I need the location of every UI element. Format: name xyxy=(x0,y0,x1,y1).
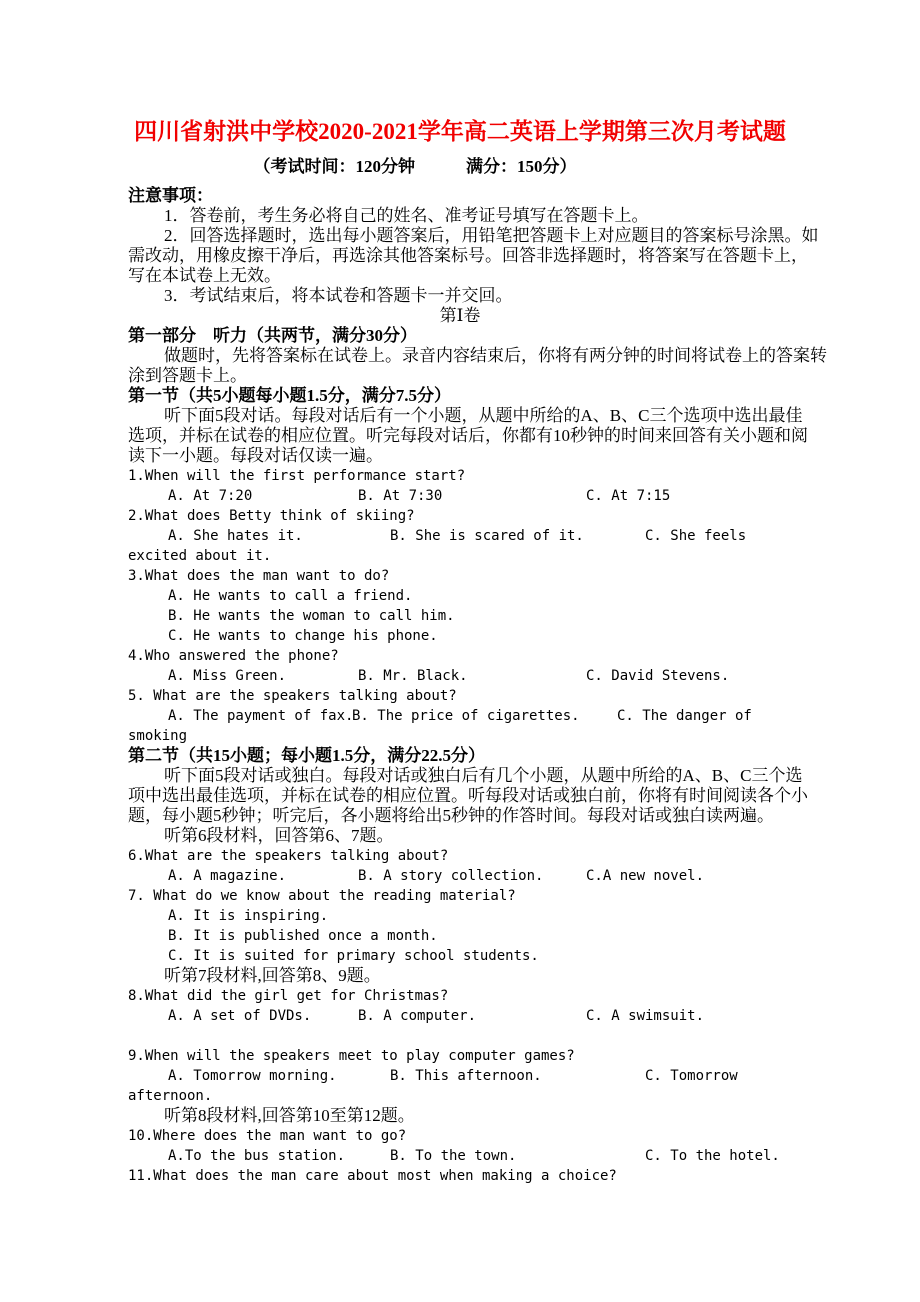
question-5-option-b: B. The price of cigarettes. xyxy=(352,708,580,724)
question-9-option-c: C. Tomorrow xyxy=(645,1068,738,1084)
question-3-option-a: A. He wants to call a friend. xyxy=(168,588,413,604)
question-8-option-c: C. A swimsuit. xyxy=(586,1008,705,1024)
question-7-option-a: A. It is inspiring. xyxy=(168,908,329,924)
volume-title: 第Ⅰ卷 xyxy=(439,306,481,325)
question-6-options xyxy=(0,866,920,886)
question-2-options xyxy=(0,526,920,546)
part1-intro-line-1: 做题时，先将答案标在试卷上。录音内容结束后，你将有两分钟的时间将试卷上的答案转 xyxy=(164,346,827,365)
question-2-option-a: A. She hates it. xyxy=(168,528,303,544)
question-4-options xyxy=(0,666,920,686)
notice-heading: 注意事项： xyxy=(128,186,213,205)
blank-line xyxy=(0,1026,920,1046)
material-7-line: 听第7段材料,回答第8、9题。 xyxy=(164,966,381,985)
material-6-line: 听第6段材料，回答第6、7题。 xyxy=(164,826,394,845)
notice-item-2-line-3: 写在本试卷上无效。 xyxy=(128,266,281,285)
question-6-option-a: A. A magazine. xyxy=(168,868,287,884)
question-8-stem: 8.What did the girl get for Christmas? xyxy=(128,988,449,1004)
question-1-option-b: B. At 7:30 xyxy=(358,488,443,504)
part1-intro-line-2: 涂到答题卡上。 xyxy=(128,366,247,385)
section2-heading: 第二节（共15小题；每小题1.5分，满分22.5分） xyxy=(128,746,485,765)
question-1-options xyxy=(0,486,920,506)
question-4-stem: 4.Who answered the phone? xyxy=(128,648,339,664)
question-6-option-b: B. A story collection. xyxy=(358,868,544,884)
exam-body xyxy=(0,186,920,1186)
section2-intro-line-1: 听下面5段对话或独白。每段对话或独白后有几个小题，从题中所给的A、B、C三个选 xyxy=(164,766,803,785)
question-7-option-c: C. It is suited for primary school students. xyxy=(168,948,539,964)
question-5-stem: 5. What are the speakers talking about? xyxy=(128,688,457,704)
notice-item-1: 1．答卷前，考生务必将自己的姓名、准考证号填写在答题卡上。 xyxy=(164,206,649,225)
section1-intro-line-3: 读下一小题。每段对话仅读一遍。 xyxy=(128,446,383,465)
question-1-stem: 1.When will the first performance start? xyxy=(128,468,466,484)
question-10-option-a: A.To the bus station. xyxy=(168,1148,346,1164)
material-8-line: 听第8段材料,回答第10至第12题。 xyxy=(164,1106,415,1125)
question-5-option-c: C. The danger of xyxy=(617,708,752,724)
section1-intro-line-2: 选项，并标在试卷的相应位置。听完每段对话后，你都有10秒钟的时间来回答有关小题和阅 xyxy=(128,426,808,445)
question-9-option-c-overflow: afternoon. xyxy=(128,1088,213,1104)
question-5-option-c-overflow: smoking xyxy=(128,728,188,744)
question-9-stem: 9.When will the speakers meet to play computer games? xyxy=(128,1048,575,1064)
question-10-stem: 10.Where does the man want to go? xyxy=(128,1128,407,1144)
section1-heading: 第一节（共5小题每小题1.5分，满分7.5分） xyxy=(128,386,451,405)
question-10-option-c: C. To the hotel. xyxy=(645,1148,780,1164)
question-9-option-a: A. Tomorrow morning. xyxy=(168,1068,337,1084)
question-8-options xyxy=(0,1006,920,1026)
question-11-stem: 11.What does the man care about most when making a choice? xyxy=(128,1168,617,1184)
question-9-option-b: B. This afternoon. xyxy=(390,1068,542,1084)
question-2-option-c-overflow: excited about it. xyxy=(128,548,272,564)
question-7-option-b: B. It is published once a month. xyxy=(168,928,438,944)
question-3-option-b: B. He wants the woman to call him. xyxy=(168,608,455,624)
question-4-option-c: C. David Stevens. xyxy=(586,668,730,684)
question-9-options xyxy=(0,1066,920,1086)
part1-heading: 第一部分 听力（共两节，满分30分） xyxy=(128,326,417,345)
question-6-stem: 6.What are the speakers talking about? xyxy=(128,848,449,864)
notice-item-2-line-1: 2．回答选择题时，选出每小题答案后，用铅笔把答题卡上对应题目的答案标号涂黑。如 xyxy=(164,226,819,245)
question-7-stem: 7. What do we know about the reading material? xyxy=(128,888,516,904)
exam-title: 四川省射洪中学校2020-2021学年高二英语上学期第三次月考试题 xyxy=(134,119,786,144)
notice-item-3: 3．考试结束后，将本试卷和答题卡一并交回。 xyxy=(164,286,513,305)
question-4-option-a: A. Miss Green. xyxy=(168,668,287,684)
section1-intro-line-1: 听下面5段对话。每段对话后有一个小题，从题中所给的A、B、C三个选项中选出最佳 xyxy=(164,406,803,425)
question-3-option-c: C. He wants to change his phone. xyxy=(168,628,438,644)
question-5-option-a: A. The payment of fax. xyxy=(168,708,354,724)
question-6-option-c: C.A new novel. xyxy=(586,868,705,884)
question-10-option-b: B. To the town. xyxy=(390,1148,517,1164)
question-1-option-c: C. At 7:15 xyxy=(586,488,671,504)
question-2-option-c: C. She feels xyxy=(645,528,747,544)
exam-meta: （考试时间：120分钟 满分：150分） xyxy=(253,157,577,176)
question-4-option-b: B. Mr. Black. xyxy=(358,668,468,684)
question-2-stem: 2.What does Betty think of skiing? xyxy=(128,508,415,524)
section2-intro-line-3: 题，每小题5秒钟；听完后，各小题将给出5秒钟的作答时间。每段对话或独白读两遍。 xyxy=(128,806,774,825)
question-5-options xyxy=(0,706,920,726)
question-8-option-b: B. A computer. xyxy=(358,1008,477,1024)
question-10-options xyxy=(0,1146,920,1166)
section2-intro-line-2: 项中选出最佳选项，并标在试卷的相应位置。听每段对话或独白前，你将有时间阅读各个小 xyxy=(128,786,808,805)
question-2-option-b: B. She is scared of it. xyxy=(390,528,584,544)
question-8-option-a: A. A set of DVDs. xyxy=(168,1008,312,1024)
notice-item-2-line-2: 需改动，用橡皮擦干净后，再选涂其他答案标号。回答非选择题时，将答案写在答题卡上， xyxy=(128,246,808,265)
question-1-option-a: A. At 7:20 xyxy=(168,488,253,504)
question-3-stem: 3.What does the man want to do? xyxy=(128,568,390,584)
